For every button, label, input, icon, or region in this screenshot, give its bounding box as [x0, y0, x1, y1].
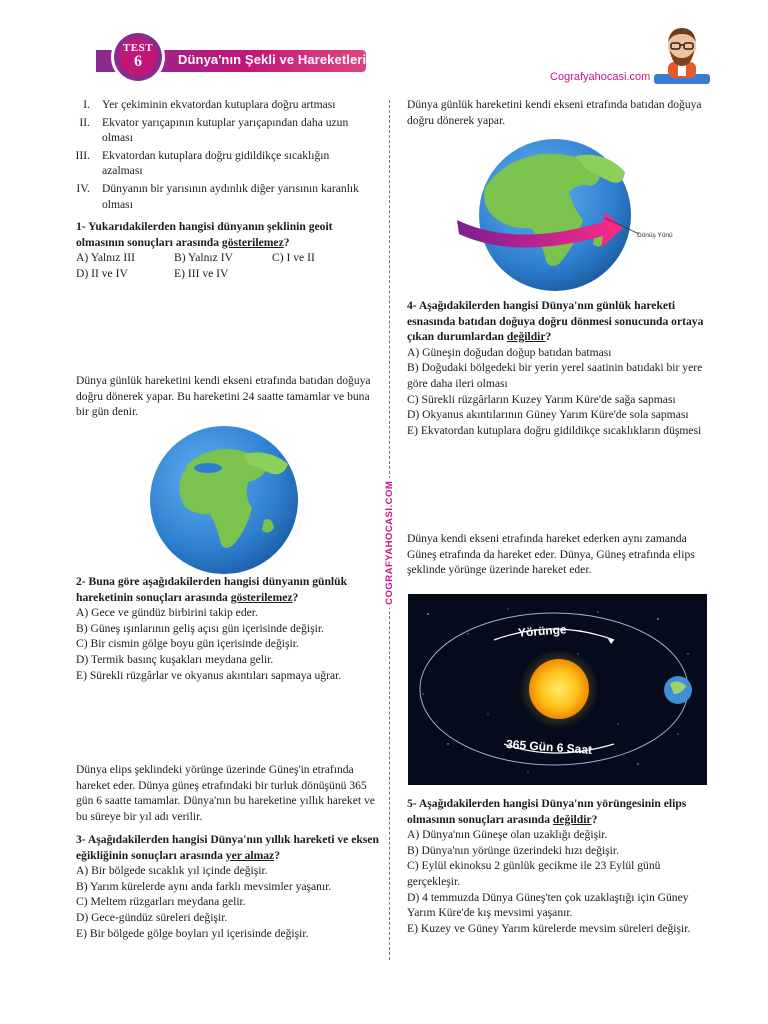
question-5-stem — [407, 796, 715, 827]
option-a[interactable]: A) Yalnız III — [76, 251, 135, 265]
page-title: Dünya'nın Şekli ve Hareketleri — [178, 52, 367, 67]
period-label: 365 Gün 6 Saat — [505, 737, 593, 757]
rotation-direction-label: Dönüş Yönü — [637, 232, 673, 239]
statement-1 — [68, 97, 380, 113]
intro-paragraph-3: Dünya elips şeklindeki yörünge üzerinde Güneş'in etrafında hareket eder. Dünya güneş etrafındaki bir turluk dönüşünü 365 gün 6 saatte tamamlar. Dünya'nın bu hareketine yıllık hareket ve bu süreye bir yıl adı verilir. — [76, 763, 375, 823]
option-c[interactable]: C) Sürekli rüzgârların Kuzey Yarım Küre'de sağa sapması — [407, 392, 676, 406]
option-b[interactable]: B) Dünya'nın yörünge üzerindeki hızı değişir. — [407, 843, 620, 857]
statement-3 — [68, 148, 368, 179]
statement-number: III. — [75, 148, 90, 162]
statement-number: II. — [79, 115, 90, 129]
option-c[interactable]: C) Eylül ekinoksu 2 günlük gecikme ile 23 Eylül günü gerçekleşir. — [407, 859, 661, 888]
statement-2 — [68, 115, 368, 146]
option-d[interactable]: D) 4 temmuzda Dünya Güneş'ten çok uzaklaştığı için Güney Yarım Küre'de kış mevsimi yaşanır. — [407, 890, 689, 920]
option-a[interactable]: A) Gece ve gündüz birbirini takip eder. — [76, 606, 258, 620]
question-2 — [76, 574, 380, 683]
option-b[interactable]: B) Yarım kürelerde aynı anda farklı mevsimler yaşanır. — [76, 879, 332, 893]
intro-paragraph-2: Dünya günlük hareketini kendi ekseni etrafında batıdan doğuya doğru dönerek yapar. Bu hareketini 24 saatte tamamlar ve buna bir gün denir. — [76, 374, 371, 419]
question-3-stem — [76, 832, 380, 863]
option-e[interactable]: E) Bir bölgede gölge boyları yıl içerisinde değişir. — [76, 926, 309, 940]
test-number: 6 — [134, 53, 142, 70]
option-e[interactable]: E) Ekvatordan kutuplara doğru gidildikçe sıcaklıkların düşmesi — [407, 423, 702, 437]
test-label: TEST — [122, 42, 154, 54]
question-4-stem — [407, 298, 715, 345]
option-d[interactable]: D) Okyanus akıntılarının Güney Yarım Küre'de sola sapması — [407, 408, 689, 422]
question-3 — [76, 832, 380, 941]
option-b[interactable]: B) Doğudaki bölgedeki bir yerin yerel saatinin batıdaki bir yere göre daha ileri olması — [407, 361, 703, 390]
option-b[interactable]: B) Güneş ışınlarının geliş açısı gün içerisinde değişir. — [76, 621, 324, 635]
stem-emphasis: gösterilemez — [221, 235, 284, 249]
test-badge — [110, 28, 166, 86]
orbit-label: Yörünge — [517, 622, 568, 640]
stem-text: 5- Aşağıdakilerden hangisi Dünya'nın yörüngesinin elips olmasının sonuçları arasında — [407, 797, 687, 826]
statement-text: Dünyanın bir yarısının aydınlık diğer yarısının karanlık olması — [102, 181, 359, 211]
option-c[interactable]: C) Bir cismin gölge boyu gün içerisinde değişir. — [76, 637, 299, 651]
question-1-options — [76, 250, 380, 281]
stem-text: 2- Buna göre aşağıdakilerden hangisi dünyanın günlük hareketinin sonuçları arasında — [76, 575, 348, 604]
rotating-globe-image — [455, 136, 685, 294]
option-a[interactable]: A) Güneşin doğudan doğup batıdan batması — [407, 345, 612, 359]
stem-end: ? — [274, 848, 280, 862]
option-e[interactable]: E) Sürekli rüzgârlar ve okyanus akıntıları sapmaya uğrar. — [76, 668, 342, 682]
stem-end: ? — [545, 330, 552, 344]
intro-paragraph-right-2: Dünya kendi ekseni etrafında hareket ederken aynı zamanda Güneş etrafında da hareket eder. Dünya, Güneş etrafında elips şeklinde yörünge üzerinde hareket eder. — [407, 532, 695, 577]
option-c[interactable]: C) I ve II — [272, 251, 315, 265]
stem-end: ? — [283, 235, 290, 249]
option-c[interactable]: C) Meltem rüzgarları meydana gelir. — [76, 895, 246, 909]
question-4 — [407, 298, 715, 438]
vertical-brand — [382, 478, 398, 608]
option-a[interactable]: A) Bir bölgede sıcaklık yıl içinde değişir. — [76, 864, 268, 878]
statement-text: Ekvator yarıçapının kutuplar yarıçapından daha uzun olması — [102, 115, 349, 145]
question-1 — [76, 219, 380, 281]
stem-emphasis: gösterilemez — [230, 590, 293, 604]
orbit-diagram-image — [408, 594, 707, 785]
statement-number: IV. — [76, 181, 90, 195]
statement-number: I. — [83, 98, 90, 111]
option-e[interactable]: E) III ve IV — [174, 266, 229, 280]
statement-text: Ekvatordan kutuplara doğru gidildikçe sıcaklığın azalması — [102, 148, 330, 178]
option-a[interactable]: A) Dünya'nın Güneşe olan uzaklığı değişir. — [407, 828, 608, 842]
stem-text: 4- Aşağıdakilerden hangisi Dünya'nın günlük hareketi esnasında batıdan doğuya doğru dönmesi sonucunda ortaya çıkan durumlardan — [407, 299, 704, 344]
question-1-stem — [76, 219, 380, 250]
option-e[interactable]: E) Kuzey ve Güney Yarım kürelerde mevsim süreleri değişir. — [407, 921, 691, 935]
vertical-brand-text: COGRAFYAHOCASI.COM — [382, 478, 398, 608]
option-b[interactable]: B) Yalnız IV — [174, 251, 233, 265]
statement-4 — [68, 181, 378, 212]
stem-emphasis: değildir — [506, 330, 546, 344]
stem-text: 1- Yukarıdakilerden hangisi dünyanın şeklinin geoit olmasının sonuçları arasında — [76, 220, 333, 249]
question-2-stem — [76, 574, 380, 605]
rotating-globe-figure — [455, 136, 685, 294]
site-name: Cografyahocasi.com — [550, 71, 651, 83]
statement-list — [76, 97, 380, 212]
statement-text: Yer çekiminin ekvatordan kutuplara doğru artması — [102, 98, 336, 111]
intro-paragraph-right-1: Dünya günlük hareketini kendi ekseni etrafında batıdan doğuya doğru dönerek yapar. — [407, 98, 702, 127]
question-5 — [407, 796, 715, 936]
teacher-avatar-icon — [650, 22, 714, 86]
stem-text: 3- Aşağıdakilerden hangisi Dünya'nın yıllık hareketi ve eksen eğikliğinin sonuçları arasında — [76, 833, 379, 862]
option-d[interactable]: D) Gece-gündüz süreleri değişir. — [76, 910, 228, 924]
stem-emphasis: yer almaz — [225, 848, 275, 862]
stem-end: ? — [292, 590, 299, 604]
stem-end: ? — [591, 812, 598, 826]
stem-emphasis: değildir — [552, 812, 592, 826]
option-d[interactable]: D) II ve IV — [76, 266, 128, 280]
option-d[interactable]: D) Termik basınç kuşakları meydana gelir. — [76, 652, 274, 666]
globe-africa-image — [148, 424, 300, 576]
